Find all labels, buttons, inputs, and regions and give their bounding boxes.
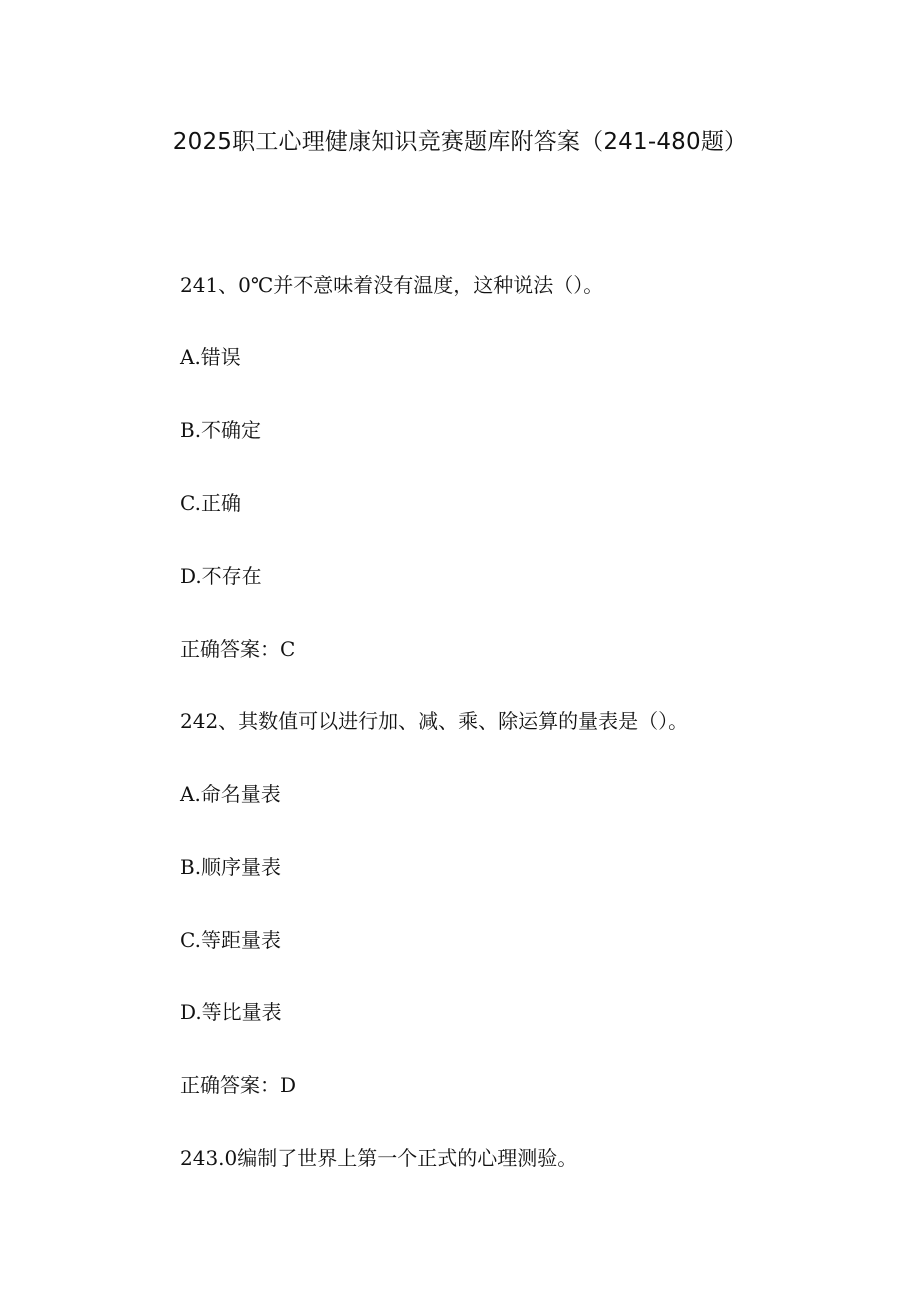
question-242-option-d: D.等比量表 [180,1000,282,1024]
question-241-option-d: D.不存在 [180,564,262,588]
question-243-stem: 243.0编制了世界上第一个正式的心理测验。 [180,1146,578,1170]
question-241-option-b: B.不确定 [180,418,262,442]
question-242-stem: 242、其数值可以进行加、减、乘、除运算的量表是（）。 [180,709,689,733]
document-title: 2025职工心理健康知识竞赛题库附答案（241-480题） [172,129,748,155]
question-242-option-a: A.命名量表 [180,782,281,806]
question-242-option-b: B.顺序量表 [180,855,282,879]
question-241-option-c: C.正确 [180,491,241,515]
question-241-stem: 241、0℃并不意味着没有温度，这种说法（）。 [180,273,604,297]
question-242-option-c: C.等距量表 [180,928,281,952]
question-241-option-a: A.错误 [180,345,241,369]
question-241-answer: 正确答案：C [180,637,296,661]
question-242-answer: 正确答案：D [180,1073,297,1097]
